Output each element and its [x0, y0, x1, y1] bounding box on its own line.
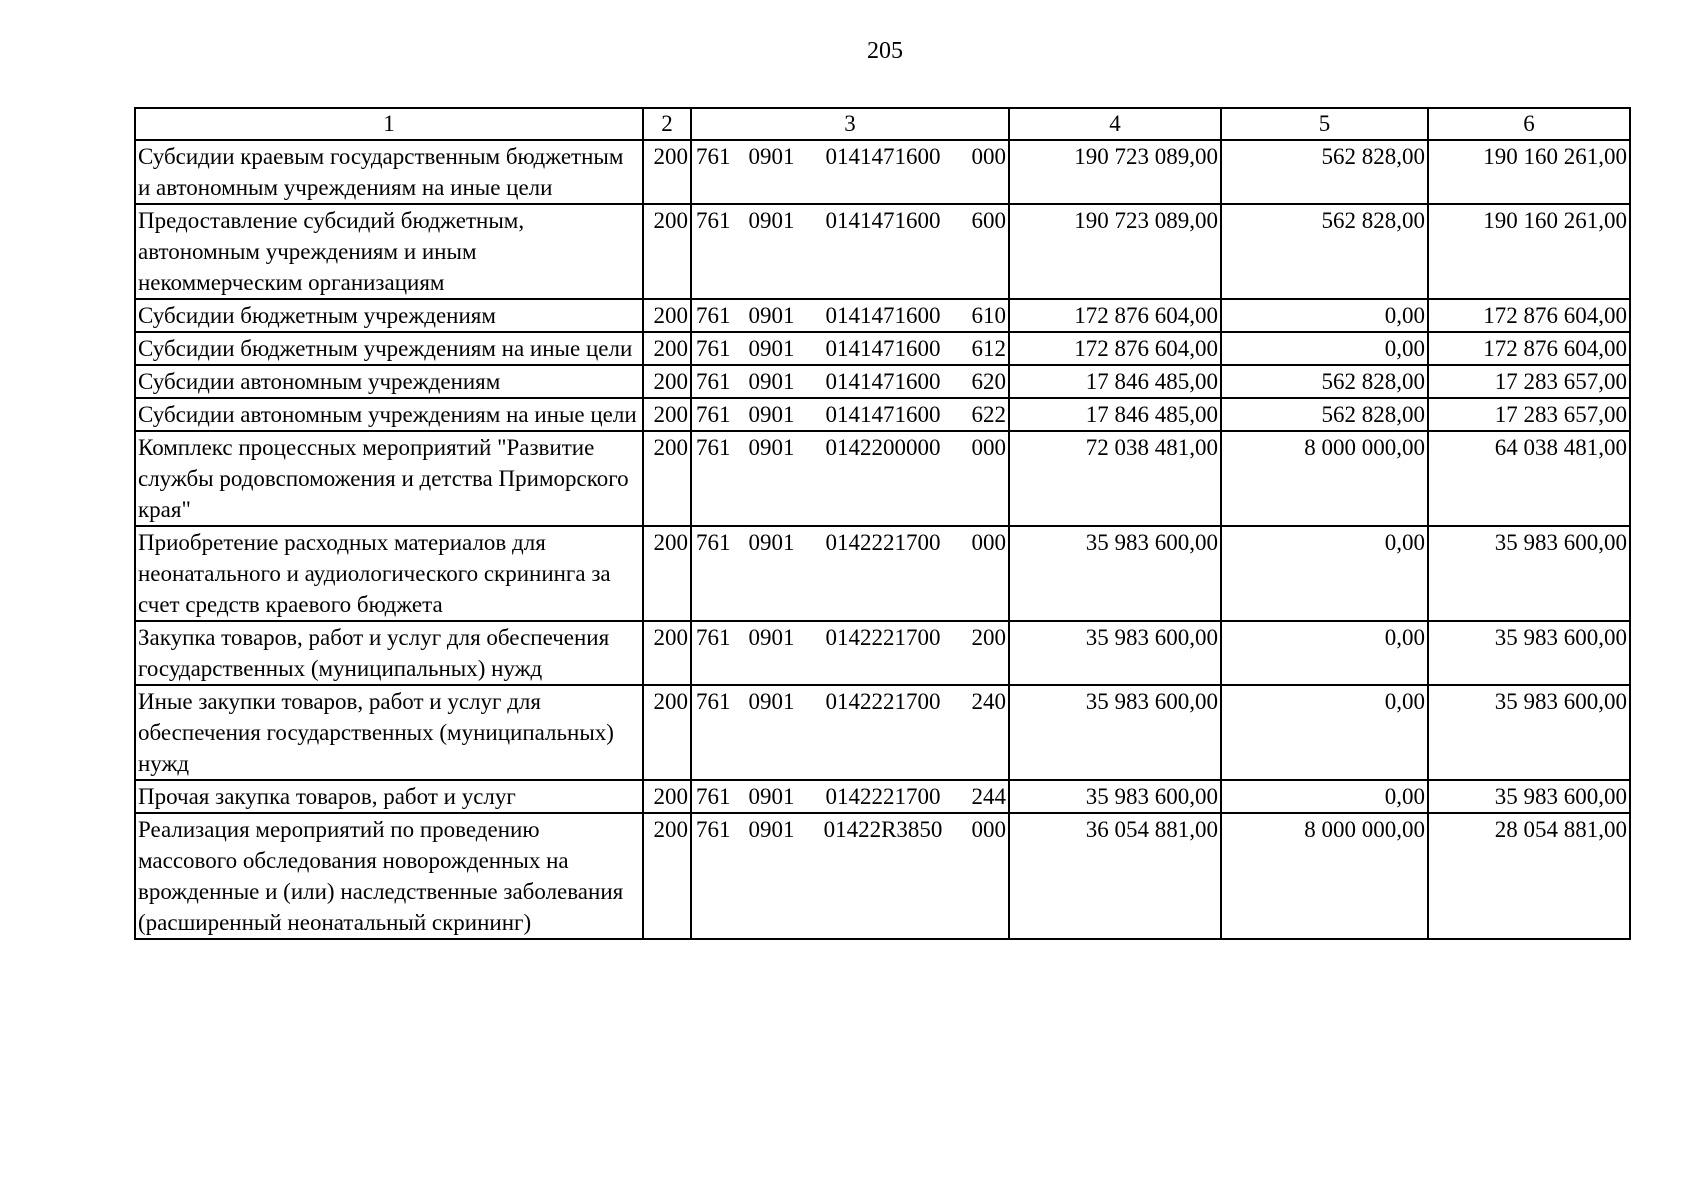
admin-code: 761 — [696, 144, 731, 169]
row-classification-cell — [691, 299, 1009, 332]
admin-code: 761 — [696, 817, 731, 842]
row-code-cell: 200 — [643, 398, 691, 431]
admin-section-group — [696, 781, 795, 812]
expense-type-code: 620 — [971, 369, 1006, 394]
section-code: 0901 — [748, 784, 795, 809]
target-article-code: 0142221700 — [825, 689, 941, 714]
amount-approved-cell: 36 054 881,00 — [1009, 813, 1221, 939]
amount-result-cell: 172 876 604,00 — [1428, 332, 1630, 365]
amount-approved-cell: 172 876 604,00 — [1009, 332, 1221, 365]
section-code: 0901 — [748, 336, 795, 361]
admin-code: 761 — [696, 784, 731, 809]
section-code: 0901 — [748, 208, 795, 233]
row-code-cell: 200 — [643, 332, 691, 365]
row-name-cell: Прочая закупка товаров, работ и услуг — [135, 780, 643, 813]
amount-change-cell: 8 000 000,00 — [1221, 431, 1428, 526]
row-code-cell: 200 — [643, 431, 691, 526]
row-name-cell: Предоставление субсидий бюджетным, автономным учреждениям и иным некоммерческим организациям — [135, 204, 643, 299]
table-row — [135, 685, 1630, 780]
amount-approved-cell: 35 983 600,00 — [1009, 780, 1221, 813]
row-code-cell: 200 — [643, 685, 691, 780]
amount-result-cell: 35 983 600,00 — [1428, 780, 1630, 813]
row-name-cell: Субсидии бюджетным учреждениям на иные цели — [135, 332, 643, 365]
admin-code: 761 — [696, 208, 731, 233]
classification-code — [694, 781, 1006, 812]
table-row — [135, 332, 1630, 365]
row-name-cell: Иные закупки товаров, работ и услуг для обеспечения государственных (муниципальных) нужд — [135, 685, 643, 780]
amount-change-cell: 562 828,00 — [1221, 365, 1428, 398]
section-code: 0901 — [748, 689, 795, 714]
target-article-code: 0142221700 — [825, 530, 941, 555]
row-classification-cell — [691, 621, 1009, 685]
amount-result-cell: 190 160 261,00 — [1428, 204, 1630, 299]
amount-approved-cell: 190 723 089,00 — [1009, 204, 1221, 299]
admin-code: 761 — [696, 369, 731, 394]
admin-section-group — [696, 622, 795, 653]
table-row — [135, 780, 1630, 813]
expense-type-code: 240 — [971, 689, 1006, 714]
target-article-code: 0142221700 — [825, 784, 941, 809]
classification-code — [694, 300, 1006, 331]
admin-code: 761 — [696, 435, 731, 460]
row-name-cell: Субсидии бюджетным учреждениям — [135, 299, 643, 332]
admin-section-group — [696, 205, 795, 236]
admin-code: 761 — [696, 689, 731, 714]
section-code: 0901 — [748, 530, 795, 555]
amount-change-cell: 562 828,00 — [1221, 204, 1428, 299]
table-header-row — [135, 108, 1630, 140]
amount-approved-cell: 190 723 089,00 — [1009, 140, 1221, 204]
section-code: 0901 — [748, 435, 795, 460]
table-row — [135, 621, 1630, 685]
expense-type-code: 200 — [971, 625, 1006, 650]
budget-table — [134, 107, 1631, 940]
row-classification-cell — [691, 140, 1009, 204]
amount-change-cell: 0,00 — [1221, 621, 1428, 685]
expense-type-code: 244 — [971, 784, 1006, 809]
section-code: 0901 — [748, 817, 795, 842]
classification-code — [694, 333, 1006, 364]
classification-code — [694, 205, 1006, 236]
column-header: 4 — [1009, 108, 1221, 140]
amount-result-cell: 28 054 881,00 — [1428, 813, 1630, 939]
admin-section-group — [696, 366, 795, 397]
amount-change-cell: 0,00 — [1221, 526, 1428, 621]
column-header: 1 — [135, 108, 643, 140]
table-row — [135, 398, 1630, 431]
amount-change-cell: 0,00 — [1221, 685, 1428, 780]
table-body — [135, 140, 1630, 939]
admin-code: 761 — [696, 402, 731, 427]
row-name-cell: Приобретение расходных материалов для неонатального и аудиологического скрининга за счет средств краевого бюджета — [135, 526, 643, 621]
classification-code — [694, 141, 1006, 172]
admin-section-group — [696, 432, 795, 463]
amount-approved-cell: 172 876 604,00 — [1009, 299, 1221, 332]
section-code: 0901 — [748, 144, 795, 169]
row-code-cell: 200 — [643, 780, 691, 813]
row-classification-cell — [691, 398, 1009, 431]
target-article-code: 0141471600 — [825, 303, 941, 328]
amount-change-cell: 0,00 — [1221, 780, 1428, 813]
row-classification-cell — [691, 780, 1009, 813]
admin-code: 761 — [696, 625, 731, 650]
row-classification-cell — [691, 431, 1009, 526]
admin-section-group — [696, 399, 795, 430]
section-code: 0901 — [748, 303, 795, 328]
table-row — [135, 140, 1630, 204]
row-code-cell: 200 — [643, 140, 691, 204]
section-code: 0901 — [748, 625, 795, 650]
amount-change-cell: 562 828,00 — [1221, 140, 1428, 204]
admin-section-group — [696, 333, 795, 364]
row-code-cell: 200 — [643, 526, 691, 621]
target-article-code: 0141471600 — [825, 144, 941, 169]
amount-result-cell: 190 160 261,00 — [1428, 140, 1630, 204]
classification-code — [694, 527, 1006, 558]
row-classification-cell — [691, 685, 1009, 780]
expense-type-code: 600 — [971, 208, 1006, 233]
table-row — [135, 365, 1630, 398]
row-classification-cell — [691, 526, 1009, 621]
admin-section-group — [696, 300, 795, 331]
amount-result-cell: 35 983 600,00 — [1428, 621, 1630, 685]
row-name-cell: Закупка товаров, работ и услуг для обеспечения государственных (муниципальных) нужд — [135, 621, 643, 685]
classification-code — [694, 814, 1006, 845]
amount-result-cell: 172 876 604,00 — [1428, 299, 1630, 332]
amount-approved-cell: 35 983 600,00 — [1009, 526, 1221, 621]
classification-code — [694, 686, 1006, 717]
column-header: 3 — [691, 108, 1009, 140]
classification-code — [694, 366, 1006, 397]
page-number: 205 — [867, 38, 903, 64]
row-name-cell: Субсидии автономным учреждениям на иные цели — [135, 398, 643, 431]
target-article-code: 01422R3850 — [823, 817, 943, 842]
column-header: 2 — [643, 108, 691, 140]
table-row — [135, 204, 1630, 299]
amount-result-cell: 17 283 657,00 — [1428, 398, 1630, 431]
expense-type-code: 000 — [971, 144, 1006, 169]
table-row — [135, 431, 1630, 526]
table-row — [135, 813, 1630, 939]
table-row — [135, 526, 1630, 621]
expense-type-code: 000 — [971, 817, 1006, 842]
amount-result-cell: 35 983 600,00 — [1428, 526, 1630, 621]
target-article-code: 0141471600 — [825, 336, 941, 361]
amount-change-cell: 562 828,00 — [1221, 398, 1428, 431]
amount-change-cell: 8 000 000,00 — [1221, 813, 1428, 939]
row-classification-cell — [691, 204, 1009, 299]
amount-result-cell: 64 038 481,00 — [1428, 431, 1630, 526]
amount-change-cell: 0,00 — [1221, 332, 1428, 365]
expense-type-code: 612 — [971, 336, 1006, 361]
target-article-code: 0141471600 — [825, 402, 941, 427]
classification-code — [694, 399, 1006, 430]
section-code: 0901 — [748, 369, 795, 394]
amount-result-cell: 17 283 657,00 — [1428, 365, 1630, 398]
admin-section-group — [696, 141, 795, 172]
expense-type-code: 622 — [971, 402, 1006, 427]
row-name-cell: Реализация мероприятий по проведению массового обследования новорожденных на врожденные и (или) наследственные заболевания (расширенный неонатальный скрининг) — [135, 813, 643, 939]
amount-change-cell: 0,00 — [1221, 299, 1428, 332]
row-code-cell: 200 — [643, 813, 691, 939]
target-article-code: 0142200000 — [825, 435, 941, 460]
section-code: 0901 — [748, 402, 795, 427]
amount-result-cell: 35 983 600,00 — [1428, 685, 1630, 780]
admin-section-group — [696, 686, 795, 717]
column-header: 6 — [1428, 108, 1630, 140]
admin-section-group — [696, 814, 795, 845]
expense-type-code: 610 — [971, 303, 1006, 328]
amount-approved-cell: 17 846 485,00 — [1009, 398, 1221, 431]
classification-code — [694, 432, 1006, 463]
target-article-code: 0141471600 — [825, 369, 941, 394]
admin-section-group — [696, 527, 795, 558]
expense-type-code: 000 — [971, 435, 1006, 460]
admin-code: 761 — [696, 303, 731, 328]
expense-type-code: 000 — [971, 530, 1006, 555]
row-name-cell: Субсидии автономным учреждениям — [135, 365, 643, 398]
amount-approved-cell: 35 983 600,00 — [1009, 621, 1221, 685]
row-code-cell: 200 — [643, 204, 691, 299]
target-article-code: 0141471600 — [825, 208, 941, 233]
amount-approved-cell: 72 038 481,00 — [1009, 431, 1221, 526]
admin-code: 761 — [696, 336, 731, 361]
row-code-cell: 200 — [643, 299, 691, 332]
target-article-code: 0142221700 — [825, 625, 941, 650]
table-row — [135, 299, 1630, 332]
row-name-cell: Комплекс процессных мероприятий "Развитие службы родовспоможения и детства Приморского края" — [135, 431, 643, 526]
column-header: 5 — [1221, 108, 1428, 140]
row-code-cell: 200 — [643, 621, 691, 685]
amount-approved-cell: 35 983 600,00 — [1009, 685, 1221, 780]
row-code-cell: 200 — [643, 365, 691, 398]
amount-approved-cell: 17 846 485,00 — [1009, 365, 1221, 398]
row-classification-cell — [691, 332, 1009, 365]
admin-code: 761 — [696, 530, 731, 555]
row-classification-cell — [691, 813, 1009, 939]
row-classification-cell — [691, 365, 1009, 398]
row-name-cell: Субсидии краевым государственным бюджетным и автономным учреждениям на иные цели — [135, 140, 643, 204]
classification-code — [694, 622, 1006, 653]
